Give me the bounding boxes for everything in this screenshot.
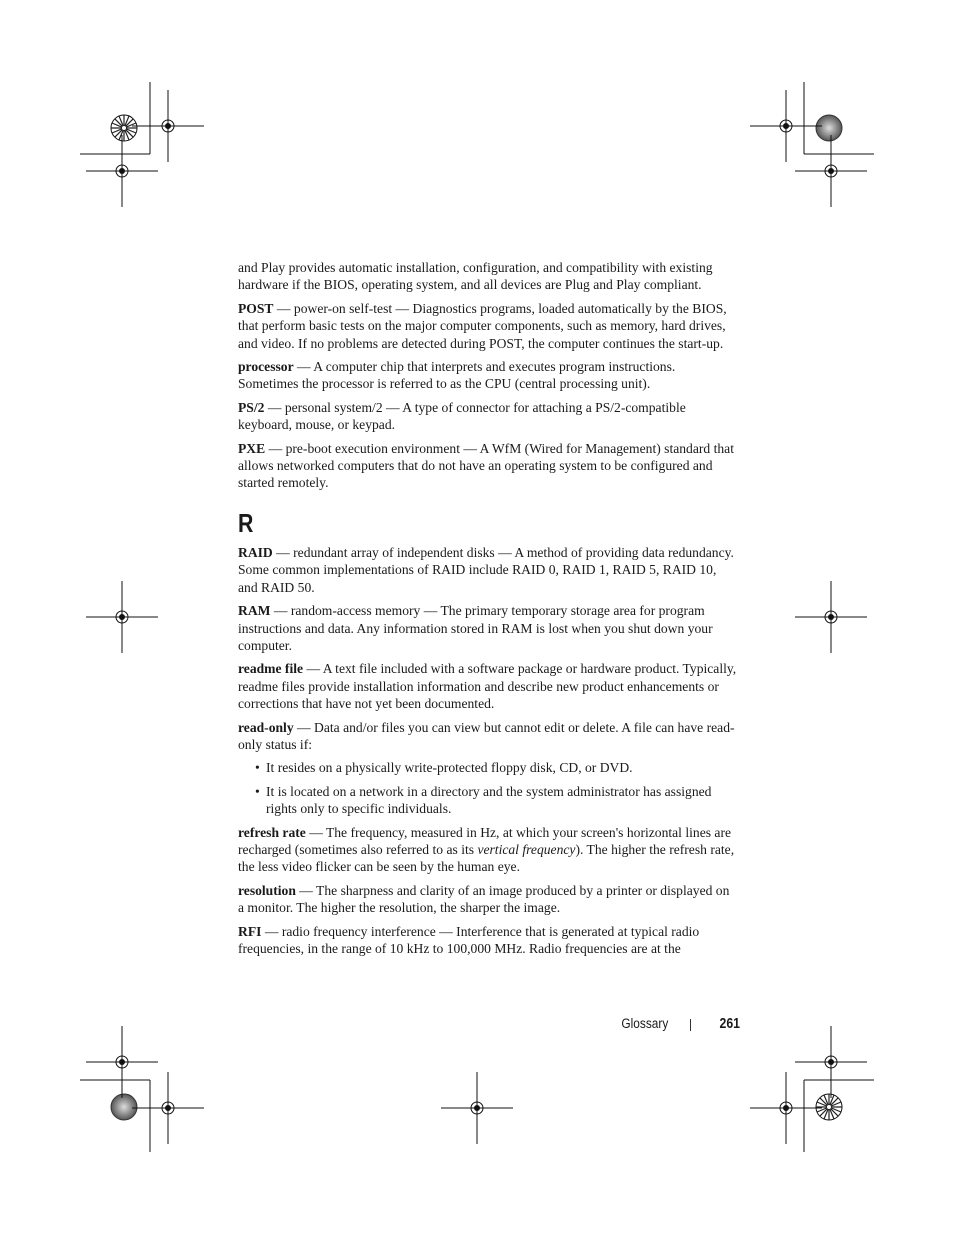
bullet-icon: • [255,760,260,776]
bullet-icon: • [255,783,260,799]
glossary-entry-processor: processor — A computer chip that interprets and executes program instructions. Sometimes the processor is referred to as the CPU (central processing unit). [238,359,676,392]
footer-divider [690,1019,691,1031]
glossary-entry-rfi: RFI — radio frequency interference — Interference that is generated at typical radio frequencies, in the range of 10 kHz to 100,000 MHz. Radio frequencies are at the [238,923,700,956]
glossary-entry-ps2: PS/2 — personal system/2 — A type of connector for attaching a PS/2-compatible keyboard, mouse, or keypad. [238,399,686,433]
glossary-entry-refresh-rate: refresh rate — The frequency, measured in Hz, at which your screen's horizontal lines are recharged (sometimes also referred to as its vertical frequency). The higher the refresh rate, the less video flicker can be seen by the human eye. [238,824,735,875]
glossary-entry-read-only: read-only — Data and/or files you can view but cannot edit or delete. A file can have read-only status if: [238,719,735,752]
footer-section-label: Glossary [621,1016,668,1031]
glossary-body [238,259,738,963]
page-footer [560,1014,740,1034]
glossary-entry-ram: RAM — random-access memory — The primary temporary storage area for program instructions and data. Any information stored in RAM is lost when you shut down your computer. [238,603,713,653]
glossary-entry-post: POST — power-on self-test — Diagnostics programs, loaded automatically by the BIOS, that perform basic tests on the major computer components, such as memory, hard drives, and video. If no problems are detected during POST, the computer continues the start-up. [238,300,727,351]
section-heading: R [238,507,254,538]
glossary-entry-resolution: resolution — The sharpness and clarity of an image produced by a printer or displayed on a monitor. The higher the resolution, the sharper the image. [238,882,730,916]
bullet-item: • It resides on a physically write-protected floppy disk, CD, or DVD. [255,760,633,776]
page-number: 261 [719,1015,740,1032]
glossary-entry-raid: RAID — redundant array of independent disks — A method of providing data redundancy. Some common implementations of RAID include RAID 0, RAID 1, RAID 5, RAID 10, and RAID 50. [238,544,734,595]
glossary-entry-readme: readme file — A text file included with a software package or hardware product. Typically, readme files provide installation information and describe new product enhancements or corrections that have not yet been documented. [238,661,737,712]
glossary-entry-pxe: PXE — pre-boot execution environment — A WfM (Wired for Management) standard that allows networked computers that do not have an operating system to be configured and started remotely. [238,440,734,491]
glossary-entry: and Play provides automatic installation, configuration, and compatibility with existing hardware if the BIOS, operating system, and all devices are Plug and Play compliant. [238,260,713,293]
bullet-item: • It is located on a network in a directory and the system administrator has assigned rights only to specific individuals. [255,783,712,817]
